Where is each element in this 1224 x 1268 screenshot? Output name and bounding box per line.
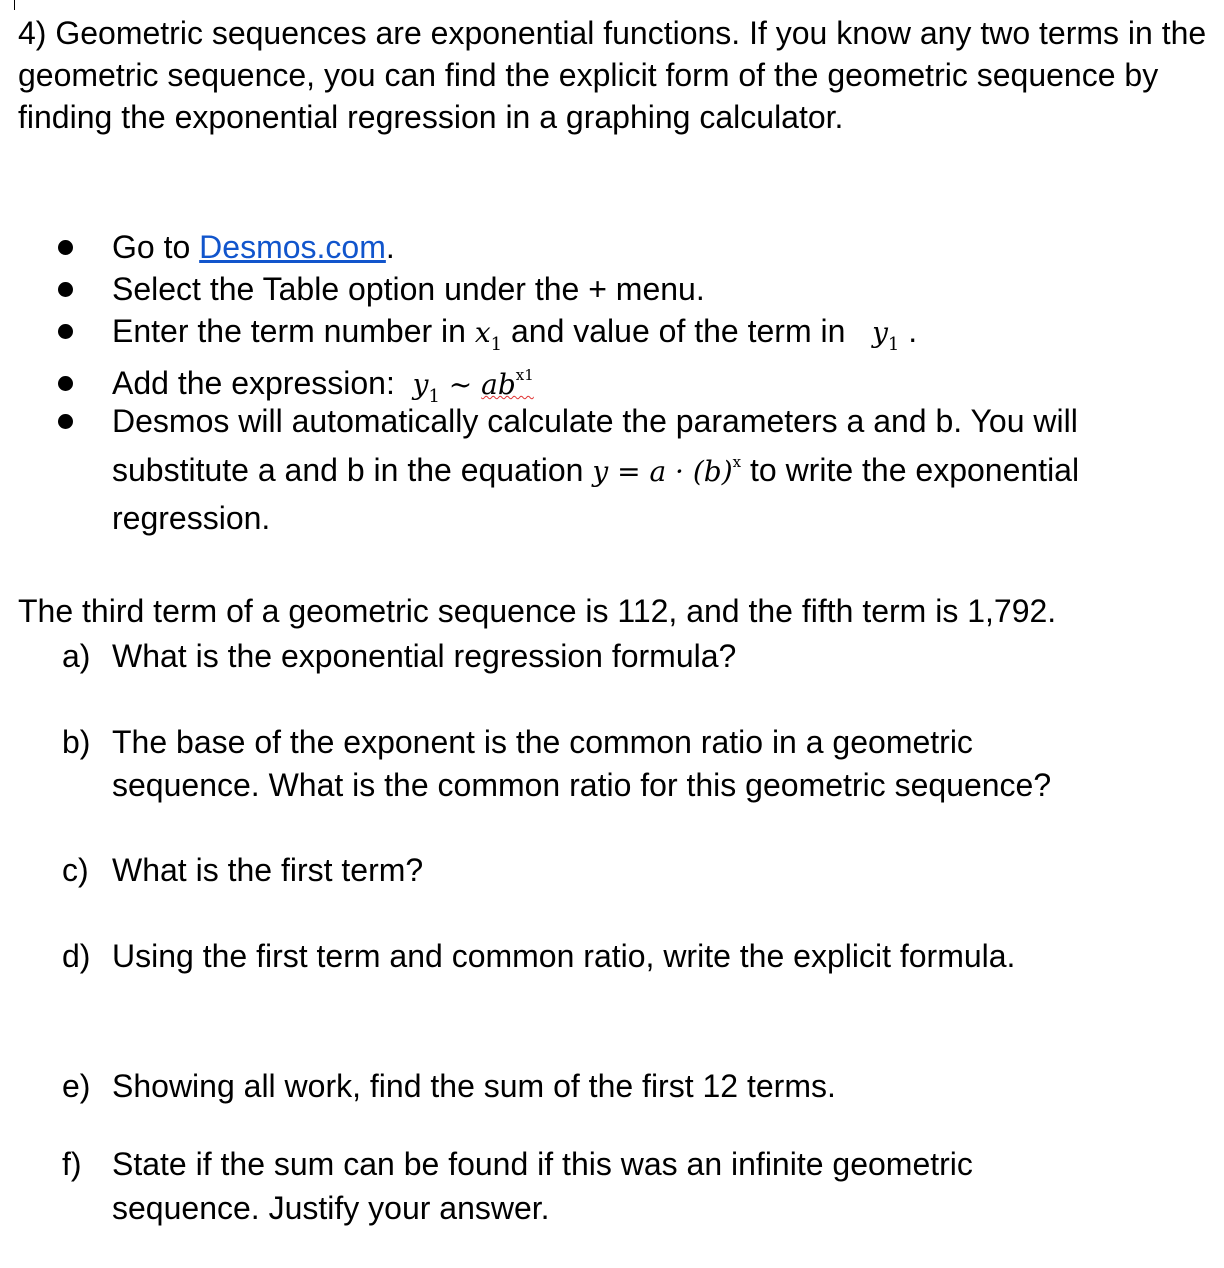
bullet-dot <box>58 414 73 429</box>
math-regression-expression: $y_1$ ~ $ab^{x1}$ <box>412 366 534 407</box>
bullet-dot <box>58 240 73 255</box>
question-text: Using the first term and common ratio, write the explicit formula. <box>112 938 1016 974</box>
question-label: e) <box>62 1068 91 1104</box>
question-text: The base of the exponent is the common ratio in a geometric <box>112 724 973 760</box>
bullet-text-mid: and value of the term in <box>502 313 855 349</box>
question-text: What is the first term? <box>112 852 424 888</box>
bullet-dot <box>58 376 73 391</box>
instruction-list <box>0 0 1224 560</box>
question-label: a) <box>62 638 91 674</box>
question-text: What is the exponential regression formula? <box>112 638 737 674</box>
bullet-text: Select the Table option under the + menu. <box>112 271 705 307</box>
bullet-continuation-equation <box>112 448 1079 492</box>
bullet-text-end: to write the exponential <box>741 452 1080 488</box>
bullet-text: Enter the term number in <box>112 313 475 349</box>
question-label: f) <box>62 1146 82 1182</box>
bullet-text: Go to <box>112 229 200 265</box>
bullet-continuation-end: regression. <box>112 500 271 536</box>
intro-paragraph: 4) Geometric sequences are exponential functions. If you know any two terms in the geometric sequence, you can find the explicit form of the geometric sequence by finding the exponential regression in a graphing calculator. <box>18 15 1207 135</box>
bullet-dot <box>58 282 73 297</box>
question-text: sequence. Justify your answer. <box>112 1190 550 1226</box>
math-exponential-equation: $y = a \cdot (b)^x$ <box>592 453 742 488</box>
question-label: c) <box>62 852 89 888</box>
problem-statement: The third term of a geometric sequence is 112, and the fifth term is 1,792. <box>18 593 1057 629</box>
bullet-text: substitute a and b in the equation <box>112 452 593 488</box>
question-text: Showing all work, find the sum of the first 12 terms. <box>112 1068 836 1104</box>
question-label: b) <box>62 724 91 760</box>
desmos-link[interactable]: Desmos.com <box>199 229 386 265</box>
math-x1: $x_1$ <box>474 316 503 355</box>
bullet-text: Add the expression: <box>112 365 404 401</box>
bullet-dot <box>58 324 73 339</box>
question-label: d) <box>62 938 91 974</box>
question-text: sequence. What is the common ratio for this geometric sequence? <box>112 767 1052 803</box>
bullet-text-end: . <box>385 229 395 265</box>
math-y1: $y_1$ <box>872 316 900 355</box>
bullet-text: Desmos will automatically calculate the parameters a and b. You will <box>112 403 1078 439</box>
bullet-text-end: . <box>899 313 918 349</box>
question-text: State if the sum can be found if this was an infinite geometric <box>112 1146 973 1182</box>
